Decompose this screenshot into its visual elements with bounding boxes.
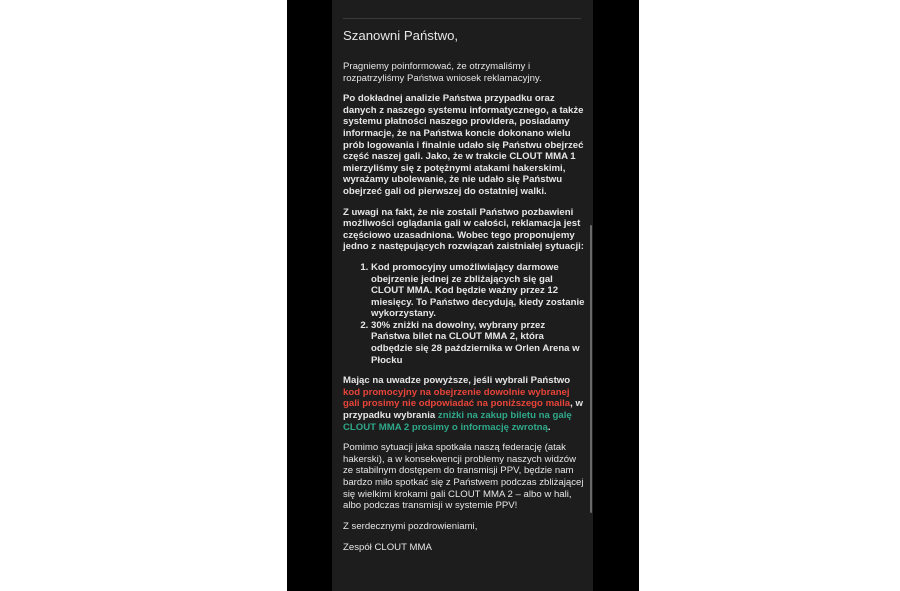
intro-paragraph: Pragniemy poinformować, że otrzymaliśmy i rozpatrzyliśmy Państwa wniosek reklamacyjny. <box>343 61 542 84</box>
choice-middle: , w przypadku wybrania <box>343 398 583 422</box>
signature: Zespół CLOUT MMA <box>343 542 432 554</box>
option-promo-code: 1. Kod promocyjny umożliwiający darmowe obejrzenie jednej ze zbliżających się gal CLOUT MMA. Kod będzie ważny przez 12 miesięcy. To Państwo decydują, kiedy zostanie wykorzystany. <box>371 262 585 320</box>
outro-paragraph: Pomimo sytuacji jaka spotkała naszą federację (atak hakerski), a w konsekwencji problemy naszych widzów ze stabilnym dostępem do transmisji PPV, będzie nam bardzo miło spotkać się z Państwem podczas zbliżającej się wielkimi krokami gali CLOUT MMA 2 – albo w hali, albo podczas transmisji w systemie PPV! <box>343 442 584 512</box>
option-ticket-discount: 2. 30% zniżki na dowolny, wybrany przez Państwa bilet na CLOUT MMA 2, która odbędzie się 28 października w Orlen Arena w Płocku <box>371 320 585 366</box>
email-content <box>343 28 585 563</box>
choice-paragraph <box>343 375 585 433</box>
choice-lead: Mając na uwadze powyższe, jeśli wybrali Państwo <box>343 375 571 387</box>
email-greeting: Szanowni Państwo, <box>343 28 459 43</box>
choice-green-highlight: zniżki na zakup biletu na galę CLOUT MMA 2 prosimy o informację zwrotną <box>343 410 572 433</box>
vertical-scrollbar[interactable] <box>590 225 592 513</box>
phone-screen <box>287 0 639 591</box>
options-list <box>343 262 585 366</box>
analysis-paragraph: Po dokładnej analizie Państwa przypadku oraz danych z naszego systemu informatycznego, a także systemu płatności naszego providera, posiadamy informacje, że na Państwa koncie dokonano wielu prób logowania i finalnie udało się Państwu obejrzeć część naszej gali. Jako, że w trakcie CLOUT MMA 1 mierzyliśmy się z potężnymi atakami hakerskimi, wyrażamy ubolewanie, że nie udało się Państwu obejrzeć gali od pierwszej do ostatniej walki. <box>343 93 584 197</box>
header-divider <box>343 18 581 19</box>
choice-end: . <box>547 421 551 433</box>
choice-red-highlight: kod promocyjny na obejrzenie dowolnie wybranej gali prosimy nie odpowiadać na poniższego maila <box>343 386 571 410</box>
closing-line: Z serdecznymi pozdrowieniami, <box>343 520 478 532</box>
email-body-card <box>332 0 593 591</box>
partial-claim-paragraph: Z uwagi na fakt, że nie zostali Państwo pozbawieni możliwości oglądania gali w całości, reklamacja jest częściowo uzasadniona. Wobec tego proponujemy jedno z następujących rozwiązań zaistniałej sytuacji: <box>343 206 584 253</box>
